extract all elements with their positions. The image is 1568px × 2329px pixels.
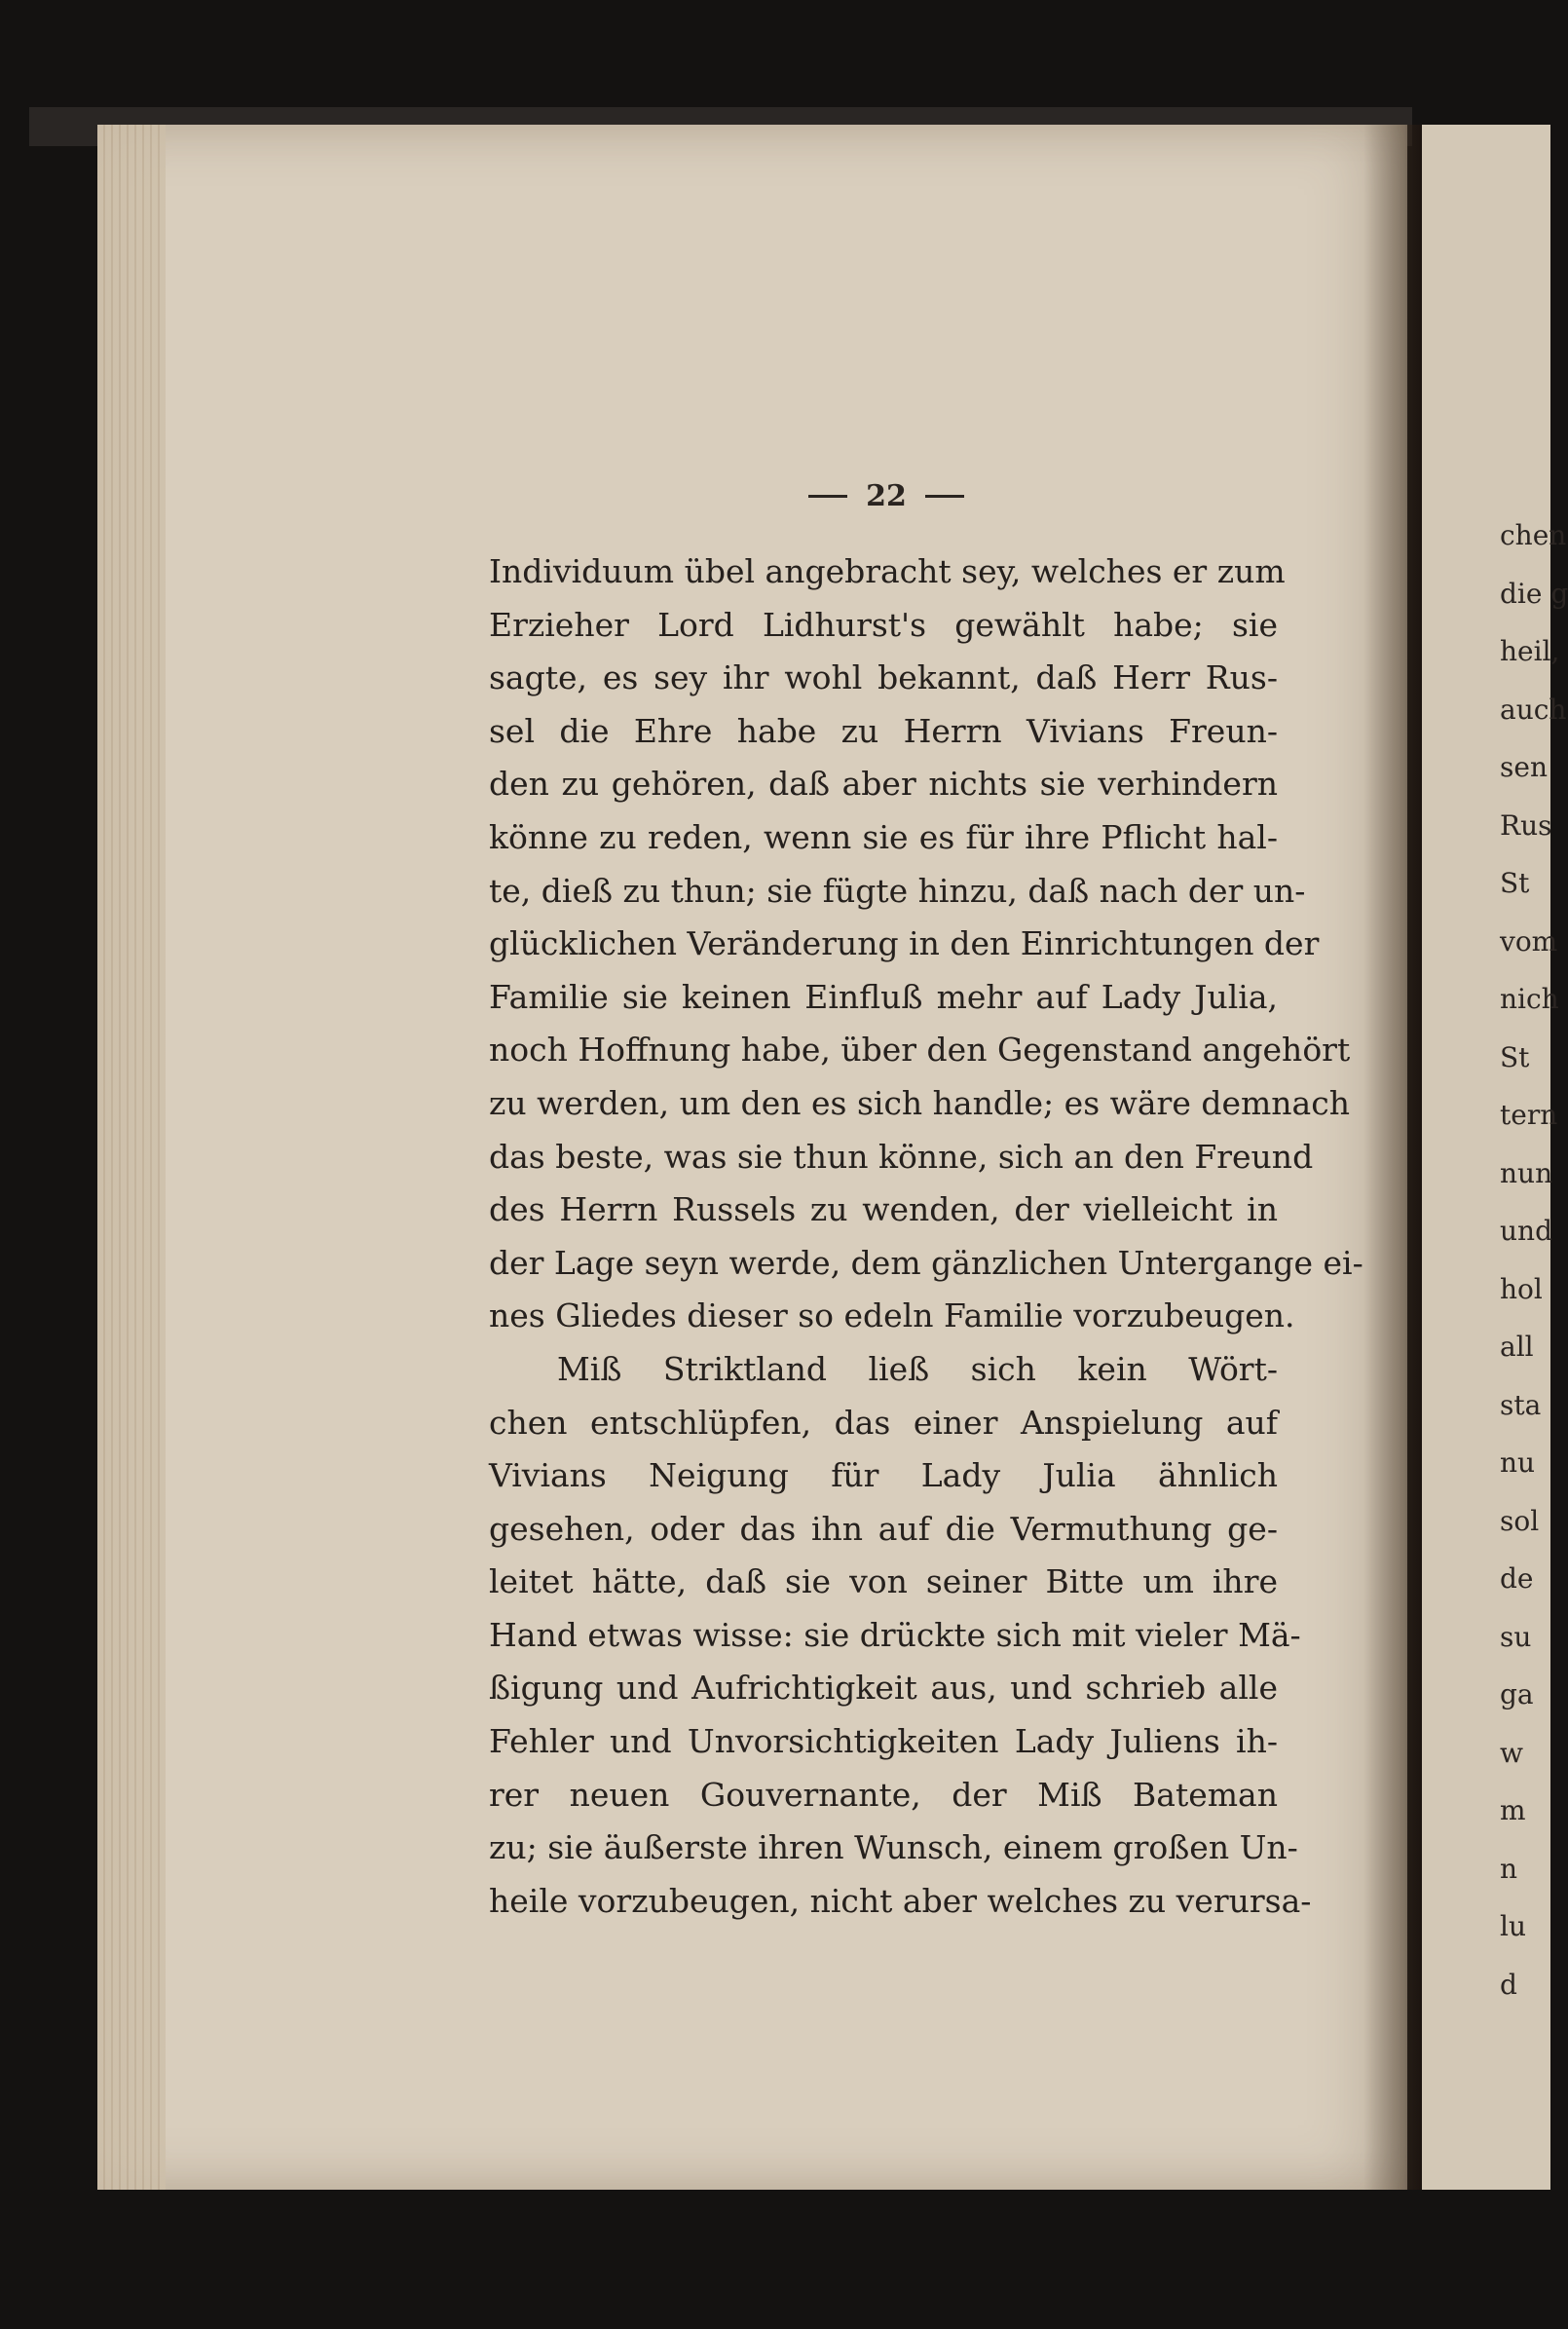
text-line: ßigung und Aufrichtigkeit aus, und schrieb alle bbox=[489, 1669, 1278, 1708]
text-line: Individuum übel angebracht sey, welches er zum bbox=[489, 552, 1286, 590]
facing-fragment: nun bbox=[1500, 1156, 1553, 1189]
facing-fragment: m bbox=[1500, 1794, 1526, 1826]
facing-fragment: St bbox=[1500, 1040, 1530, 1073]
text-line: chen entschlüpfen, das einer Anspielung auf bbox=[489, 1403, 1278, 1442]
text-line: könne zu reden, wenn sie es für ihre Pflicht hal- bbox=[489, 817, 1278, 856]
text-line: glücklichen Veränderung in den Einrichtungen der bbox=[489, 924, 1320, 963]
facing-fragment: St bbox=[1500, 867, 1530, 899]
text-line: heile vorzubeugen, nicht aber welches zu verursa- bbox=[489, 1881, 1312, 1920]
text-line: leitet hätte, daß sie von seiner Bitte um ihre bbox=[489, 1562, 1278, 1601]
page-body-text bbox=[489, 545, 1363, 1928]
text-line: sel die Ehre habe zu Herrn Vivians Freun- bbox=[489, 711, 1278, 750]
facing-fragment: und bbox=[1500, 1215, 1552, 1247]
facing-fragment: de bbox=[1500, 1562, 1534, 1595]
text-line: Vivians Neigung für Lady Julia ähnlich bbox=[489, 1456, 1278, 1495]
text-line: der Lage seyn werde, dem gänzlichen Untergange ei- bbox=[489, 1243, 1363, 1282]
text-line: rer neuen Gouvernante, der Miß Bateman bbox=[489, 1775, 1278, 1814]
text-line: das beste, was sie thun könne, sich an den Freund bbox=[489, 1137, 1314, 1176]
facing-fragment: tern bbox=[1500, 1099, 1558, 1131]
header-ornament bbox=[808, 495, 847, 498]
text-line: den zu gehören, daß aber nichts sie verhindern bbox=[489, 765, 1278, 804]
text-line: des Herrn Russels zu wenden, der vielleicht in bbox=[489, 1190, 1278, 1229]
facing-fragment: auch bbox=[1500, 693, 1567, 726]
facing-fragment: lu bbox=[1500, 1910, 1526, 1942]
facing-fragment: Rus bbox=[1500, 808, 1552, 842]
text-line: Fehler und Unvorsichtigkeiten Lady Juliens ih- bbox=[489, 1722, 1278, 1761]
facing-fragment: nu bbox=[1500, 1446, 1536, 1479]
facing-fragment: w bbox=[1500, 1736, 1523, 1769]
facing-fragment: sta bbox=[1500, 1388, 1542, 1421]
facing-fragment: hol bbox=[1500, 1272, 1543, 1305]
facing-fragment: all bbox=[1500, 1331, 1534, 1363]
text-line: zu werden, um den es sich handle; es wäre demnach bbox=[489, 1083, 1350, 1122]
facing-fragment: chen bbox=[1500, 519, 1567, 551]
page-stack-edges bbox=[97, 125, 166, 2190]
text-line: te, dieß zu thun; sie fügte hinzu, daß nach der un- bbox=[489, 871, 1306, 910]
facing-fragment: sen bbox=[1500, 751, 1548, 783]
text-line: zu; sie äußerste ihren Wunsch, einem großen Un- bbox=[489, 1828, 1298, 1867]
facing-fragment: vom bbox=[1500, 924, 1558, 958]
facing-fragment: n bbox=[1500, 1852, 1518, 1885]
text-line: Miß Striktland ließ sich kein Wört- bbox=[557, 1349, 1278, 1388]
text-line: Familie sie keinen Einfluß mehr auf Lady Julia, bbox=[489, 977, 1278, 1016]
page-header bbox=[769, 479, 1003, 518]
text-line: sagte, es sey ihr wohl bekannt, daß Herr Rus- bbox=[489, 658, 1278, 697]
facing-fragment: ga bbox=[1500, 1678, 1534, 1710]
text-line: Hand etwas wisse: sie drückte sich mit vieler Mä- bbox=[489, 1615, 1301, 1654]
facing-page-text bbox=[1500, 507, 1568, 2013]
facing-fragment: heil, bbox=[1500, 635, 1560, 667]
facing-fragment: sol bbox=[1500, 1504, 1540, 1537]
text-line: Erzieher Lord Lidhurst's gewählt habe; sie bbox=[489, 605, 1278, 644]
facing-fragment: su bbox=[1500, 1620, 1532, 1653]
text-line: noch Hoffnung habe, über den Gegenstand angehört bbox=[489, 1031, 1351, 1070]
page-number: 22 bbox=[866, 479, 907, 513]
facing-fragment: d bbox=[1500, 1968, 1517, 2001]
header-ornament bbox=[925, 495, 964, 498]
text-line: gesehen, oder das ihn auf die Vermuthung ge- bbox=[489, 1509, 1278, 1548]
text-line: nes Gliedes dieser so edeln Familie vorzubeugen. bbox=[489, 1296, 1295, 1335]
facing-fragment: nich bbox=[1500, 983, 1559, 1015]
facing-fragment: die g bbox=[1500, 577, 1568, 610]
book-gutter bbox=[1363, 125, 1422, 2190]
